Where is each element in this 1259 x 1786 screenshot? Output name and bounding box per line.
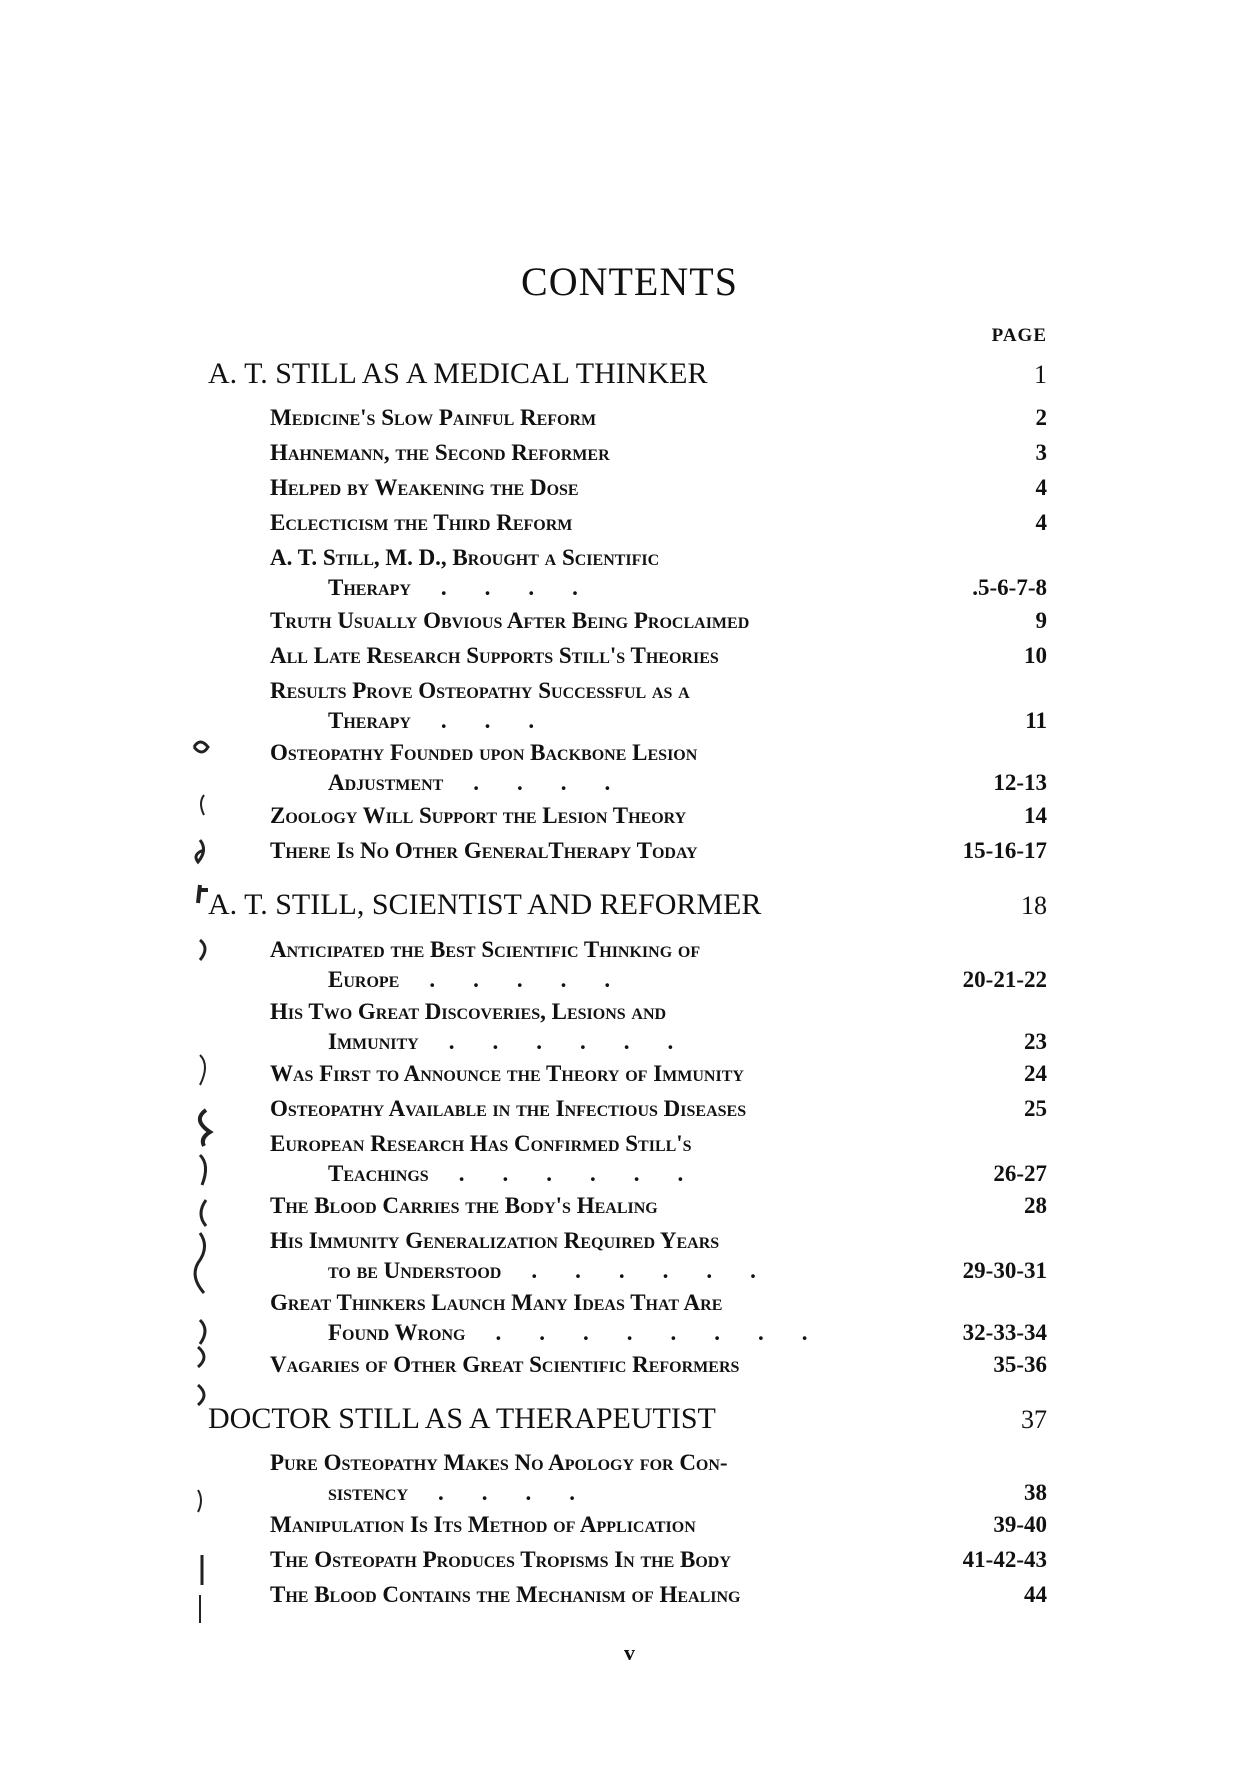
entry-title: The Blood Contains the Mechanism of Healing bbox=[270, 1582, 741, 1607]
part-title: DOCTOR STILL AS A THERAPEUTIST bbox=[208, 1402, 716, 1435]
toc-entry bbox=[270, 1193, 1047, 1229]
toc-entry bbox=[270, 999, 1047, 1065]
entry-page: 9 bbox=[1035, 608, 1047, 633]
entry-title: Truth Usually Obvious After Being Proclaimed bbox=[270, 608, 750, 633]
entry-title: Osteopathy Available in the Infectious Diseases bbox=[270, 1096, 747, 1121]
toc-entry bbox=[270, 545, 1047, 611]
entry-title-continued: Europe bbox=[328, 967, 400, 992]
toc-entry bbox=[270, 838, 1047, 874]
entry-page: 14 bbox=[1024, 803, 1047, 828]
entry-page: 15-16-17 bbox=[962, 838, 1047, 863]
entry-title: Anticipated the Best Scientific Thinking of bbox=[270, 937, 701, 962]
entry-title: Zoology Will Support the Lesion Theory bbox=[270, 803, 687, 828]
toc-entry bbox=[270, 1290, 1047, 1356]
margin-annotation-marks bbox=[186, 735, 236, 1635]
entry-title: Pure Osteopathy Makes No Apology for Con- bbox=[270, 1450, 728, 1475]
entry-title: Helped by Weakening the Dose bbox=[270, 475, 579, 500]
leader-dots: ........ bbox=[495, 1320, 846, 1345]
entry-page: 28 bbox=[1024, 1193, 1047, 1218]
entry-title: Was First to Announce the Theory of Immunity bbox=[270, 1061, 744, 1086]
entry-title: Osteopathy Founded upon Backbone Lesion bbox=[270, 740, 698, 765]
entry-page: 32-33-34 bbox=[962, 1320, 1047, 1345]
entry-page: 24 bbox=[1024, 1061, 1047, 1086]
toc-entry bbox=[270, 1450, 1047, 1516]
entry-page: 26-27 bbox=[993, 1161, 1047, 1186]
leader-dots: ...... bbox=[458, 1161, 722, 1186]
toc-entry bbox=[270, 937, 1047, 1003]
entry-page: 12-13 bbox=[993, 770, 1047, 795]
toc-entry bbox=[270, 475, 1047, 511]
leader-dots: ..... bbox=[429, 967, 649, 992]
entry-title: Great Thinkers Launch Many Ideas That Are bbox=[270, 1290, 723, 1315]
entry-page: 29-30-31 bbox=[962, 1258, 1047, 1283]
part-title: A. T. STILL AS A MEDICAL THINKER bbox=[208, 357, 708, 390]
entry-title: His Two Great Discoveries, Lesions and bbox=[270, 999, 667, 1024]
entry-title: Hahnemann, the Second Reformer bbox=[270, 440, 610, 465]
entry-title: The Osteopath Produces Tropisms In the Body bbox=[270, 1547, 731, 1572]
toc-entry bbox=[270, 803, 1047, 839]
page-number: v bbox=[624, 1640, 635, 1665]
leader-dots: ...... bbox=[448, 1029, 712, 1054]
entry-title: European Research Has Confirmed Still's bbox=[270, 1131, 692, 1156]
toc-entry bbox=[270, 1512, 1047, 1548]
entry-title-continued: Found Wrong bbox=[328, 1320, 466, 1345]
page-column-label: PAGE bbox=[991, 325, 1047, 346]
entry-title: His Immunity Generalization Required Years bbox=[270, 1228, 720, 1253]
entry-title: Eclecticism the Third Reform bbox=[270, 510, 573, 535]
entry-title: Results Prove Osteopathy Successful as a bbox=[270, 678, 690, 703]
entry-title: There Is No Other GeneralTherapy Today bbox=[270, 838, 698, 863]
entry-page: 3 bbox=[1035, 440, 1047, 465]
page-title: CONTENTS bbox=[521, 259, 738, 304]
toc-entry bbox=[270, 510, 1047, 546]
part-page: 18 bbox=[1021, 891, 1047, 920]
part-page: 1 bbox=[1034, 360, 1047, 389]
entry-page: .5-6-7-8 bbox=[972, 575, 1047, 600]
leader-dots: .... bbox=[438, 1480, 614, 1505]
entry-page: 23 bbox=[1024, 1029, 1047, 1054]
toc-entry bbox=[270, 1096, 1047, 1132]
entry-title: Vagaries of Other Great Scientific Reformers bbox=[270, 1352, 740, 1377]
entry-title-continued: sistency bbox=[328, 1480, 409, 1505]
toc-entry bbox=[270, 1228, 1047, 1294]
entry-page: 10 bbox=[1024, 643, 1047, 668]
toc-entry bbox=[270, 678, 1047, 744]
toc-entry bbox=[270, 608, 1047, 644]
entry-title-continued: Therapy bbox=[328, 575, 411, 600]
entry-title-continued: Therapy bbox=[328, 708, 411, 733]
toc-entry bbox=[270, 740, 1047, 806]
entry-title: Manipulation Is Its Method of Application bbox=[270, 1512, 696, 1537]
toc-entry bbox=[270, 405, 1047, 441]
toc-entry bbox=[270, 440, 1047, 476]
entry-page: 39-40 bbox=[993, 1512, 1047, 1537]
entry-page: 11 bbox=[1025, 708, 1047, 733]
entry-title: A. T. Still, M. D., Brought a Scientific bbox=[270, 545, 660, 570]
toc-entry bbox=[270, 1131, 1047, 1197]
leader-dots: .... bbox=[440, 575, 616, 600]
toc-entry bbox=[270, 1547, 1047, 1583]
entry-page: 41-42-43 bbox=[962, 1547, 1047, 1572]
entry-title-continued: Immunity bbox=[328, 1029, 419, 1054]
entry-page: 20-21-22 bbox=[962, 967, 1047, 992]
leader-dots: ...... bbox=[531, 1258, 794, 1283]
entry-page: 2 bbox=[1035, 405, 1047, 430]
entry-page: 38 bbox=[1024, 1480, 1047, 1505]
toc-entry bbox=[270, 643, 1047, 679]
entry-page: 35-36 bbox=[993, 1352, 1047, 1377]
entry-title: All Late Research Supports Still's Theories bbox=[270, 643, 719, 668]
toc-entry bbox=[270, 1061, 1047, 1097]
leader-dots: .... bbox=[473, 770, 649, 795]
part-title: A. T. STILL, SCIENTIST AND REFORMER bbox=[208, 888, 762, 921]
entry-title-continued: Teachings bbox=[328, 1161, 429, 1186]
part-heading bbox=[208, 888, 1047, 922]
toc-entry bbox=[270, 1582, 1047, 1618]
entry-page: 44 bbox=[1024, 1582, 1047, 1607]
part-page: 37 bbox=[1021, 1405, 1047, 1434]
entry-title: The Blood Carries the Body's Healing bbox=[270, 1193, 658, 1218]
entry-page: 4 bbox=[1035, 510, 1047, 535]
entry-page: 4 bbox=[1035, 475, 1047, 500]
part-heading bbox=[208, 1402, 1047, 1436]
toc-entry bbox=[270, 1352, 1047, 1388]
entry-title-continued: to be Understood bbox=[328, 1258, 502, 1283]
entry-title-continued: Adjustment bbox=[328, 770, 444, 795]
part-heading bbox=[208, 357, 1047, 391]
leader-dots: ... bbox=[440, 708, 573, 733]
entry-title: Medicine's Slow Painful Reform bbox=[270, 405, 597, 430]
entry-page: 25 bbox=[1024, 1096, 1047, 1121]
